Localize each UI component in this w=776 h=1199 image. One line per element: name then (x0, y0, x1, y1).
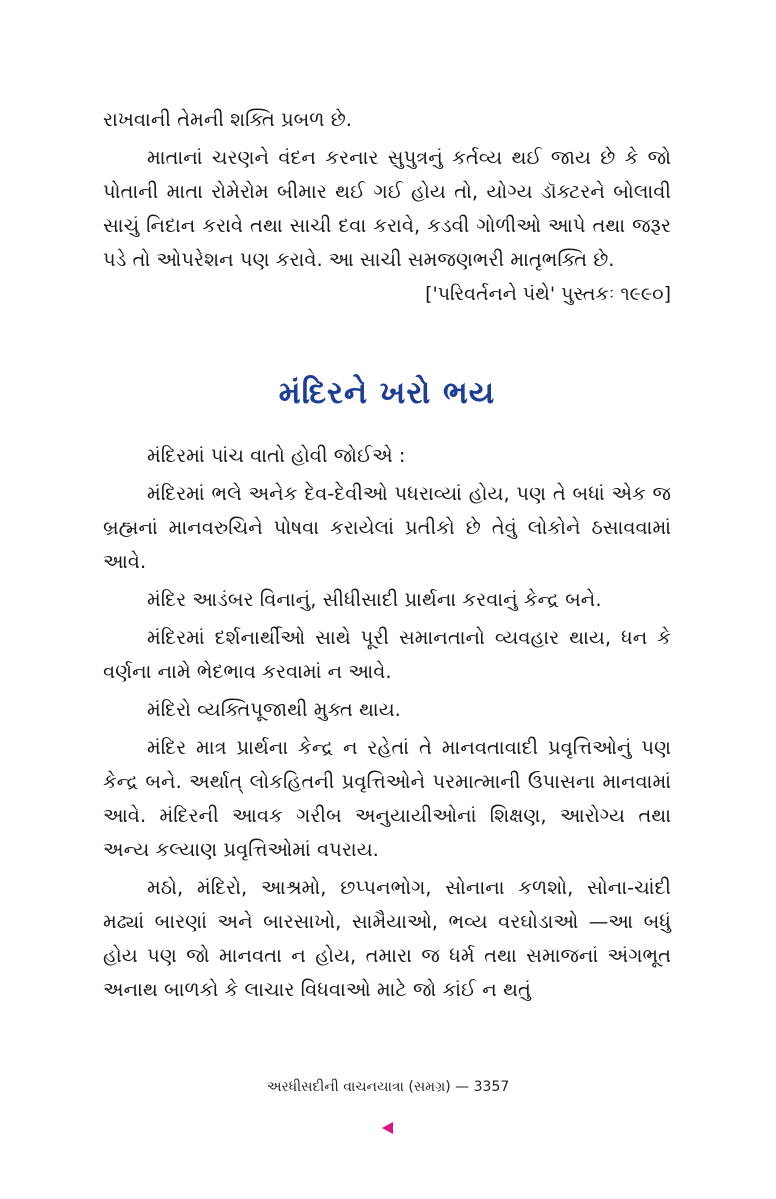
page-footer: અરધીસદીની વાચનયાત્રા (સમગ્ર) — 3357 (266, 1079, 510, 1095)
previous-page-arrow-icon[interactable] (382, 1122, 393, 1134)
section-title: મંદિરને ખરો ભય (278, 375, 496, 411)
paragraph-intro: મંદિરમાં પાંચ વાતો હોવી જોઈએ : (147, 444, 406, 467)
paragraph-point-1: મંદિરમાં ભલે અનેક દેવ-દેવીઓ પધરાવ્યાં હોય, પણ તે બધાં એક જ બ્રહ્મનાં માનવરુચિને પોષવા કરાયેલાં પ્રતીકો છે તેવું લોકોને ઠસાવવામાં આવે. (103, 482, 671, 573)
paragraph-point-3: મંદિરમાં દર્શનાર્થીઓ સાથે પૂરી સમાનતાનો વ્યવહાર થાય, ધન કે વર્ણના નામે ભેદભાવ કરવામાં ન આવે. (103, 626, 671, 683)
paragraph-matrubhakti: માતાનાં ચરણને વંદન કરનાર સુપુત્રનું કર્તવ્ય થઈ જાય છે કે જો પોતાની માતા રોમેરોમ બીમાર થઈ ગઈ હોય તો, યોગ્ય ડૉક્ટરને બોલાવી સાચું નિદાન કરાવે તથા સાચી દવા કરાવે, કડવી ગોળીઓ આપે તથા જરૂર પડે તો ઓપરેશન પણ કરાવે. આ સાચી સમજણભરી માતૃભક્તિ છે. (103, 146, 671, 271)
paragraph-conclusion: મઠો, મંદિરો, આશ્રમો, છપ્પનભોગ, સોનાના કળશો, સોના-ચાંદી મઢ્યાં બારણાં અને બારસાખો, સામૈયાઓ, ભવ્ય વરઘોડાઓ —આ બધું હોય પણ જો માનવતા ન હોય, તમારા જ ધર્મ તથા સમાજનાં અંગભૂત અનાથ બાળકો કે લાચાર વિધવાઓ માટે જો કાંઈ ન થતું (103, 876, 671, 1001)
paragraph-point-2: મંદિર આડંબર વિનાનું, સીધીસાદી પ્રાર્થના કરવાનું કેન્દ્ર બને. (147, 588, 602, 611)
paragraph-point-5: મંદિર માત્ર પ્રાર્થના કેન્દ્ર ન રહેતાં તે માનવતાવાદી પ્રવૃત્તિઓનું પણ કેન્દ્ર બને. અર્થાત્ લોકહિતની પ્રવૃત્તિઓને પરમાત્માની ઉપાસના માનવામાં આવે. મંદિરની આવક ગરીબ અનુયાયીઓનાં શિક્ષણ, આરોગ્ય તથા અન્ય કલ્યાણ પ્રવૃત્તિઓમાં વપરાય. (103, 736, 671, 861)
page-body (103, 103, 671, 1007)
source-citation: ['પરિવર્તનને પંથે' પુસ્તકઃ ૧૯૯૦] (425, 283, 671, 305)
paragraph-continuation: રાખવાની તેમની શક્તિ પ્રબળ છે. (103, 108, 352, 131)
paragraph-point-4: મંદિરો વ્યક્તિપૂજાથી મુક્ત થાય. (147, 698, 401, 721)
